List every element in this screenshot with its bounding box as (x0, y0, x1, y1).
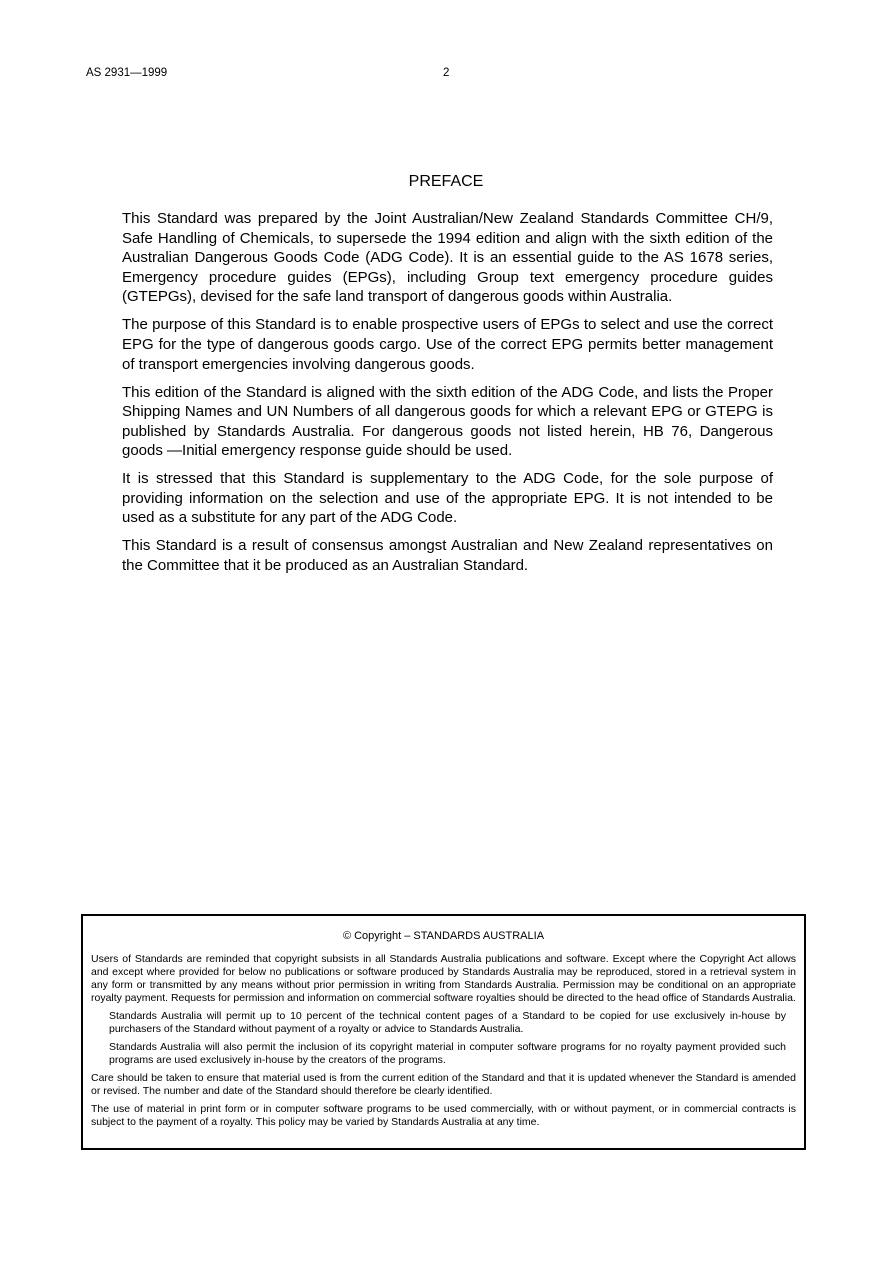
preface-paragraph-4: It is stressed that this Standard is supplementary to the ADG Code, for the sole purpose of providing information on the selection and use of the appropriate EPG. It is not intended to be used as a substitute for any part of the ADG Code. (122, 470, 773, 527)
copyright-paragraph-4: Care should be taken to ensure that material used is from the current edition of the Standard and that it is updated whenever the Standard is amended or revised. The number and date of the Standard should therefore be clearly identified. (91, 1072, 796, 1097)
preface-title: PREFACE (408, 173, 484, 190)
preface-paragraph-2: The purpose of this Standard is to enable prospective users of EPGs to select and use the correct EPG for the type of dangerous goods cargo. Use of the correct EPG permits better management of transport emergencies involving dangerous goods. (122, 316, 773, 373)
preface-paragraph-3: This edition of the Standard is aligned with the sixth edition of the ADG Code, and lists the Proper Shipping Names and UN Numbers of all dangerous goods for which a relevant EPG or GTEPG is published by Standards Australia. For dangerous goods not listed herein, HB 76, Dangerous goods —Initial emergency response guide should be used. (122, 383, 773, 460)
copyright-title: © Copyright – STANDARDS AUSTRALIA (342, 930, 545, 942)
copyright-paragraph-5: The use of material in print form or in computer software programs to be used commercially, with or without payment, or in commercial contracts is subject to the payment of a royalty. This policy may be varied by Standards Australia at any time. (91, 1103, 796, 1128)
preface-body (122, 209, 773, 584)
copyright-paragraph-2: Standards Australia will permit up to 10 percent of the technical content pages of a Standard to be copied for use exclusively in-house by purchasers of the Standard without payment of a royalty or advice to Standards Australia. (109, 1010, 786, 1035)
page-header (86, 67, 806, 83)
preface-paragraph-1: This Standard was prepared by the Joint Australian/New Zealand Standards Committee CH/9, Safe Handling of Chemicals, to supersede the 1994 edition and align with the sixth edition of the Australian Dangerous Goods Code (ADG Code). It is an essential guide to the AS 1678 series, Emergency procedure guides (EPGs), including Group text emergency procedure guides (GTEPGs), devised for the safe land transport of dangerous goods within Australia. (122, 210, 773, 306)
standard-number: AS 2931—1999 (86, 67, 168, 79)
preface-paragraph-5: This Standard is a result of consensus amongst Australian and New Zealand representatives on the Committee that it be produced as an Australian Standard. (122, 537, 773, 575)
page-number: 2 (443, 67, 450, 79)
copyright-notice-box (81, 914, 806, 1150)
copyright-paragraph-3: Standards Australia will also permit the inclusion of its copyright material in computer software programs for no royalty payment provided such programs are used exclusively in-house by the creators of the programs. (109, 1041, 786, 1066)
copyright-paragraph-1: Users of Standards are reminded that copyright subsists in all Standards Australia publications and software. Except where the Copyright Act allows and except where provided for below no publications or software produced by Standards Australia may be reproduced, stored in a retrieval system in any form or transmitted by any means without prior permission in writing from Standards Australia. Permission may be conditional on an appropriate royalty payment. Requests for permission and information on commercial software royalties should be directed to the head office of Standards Australia. (91, 953, 796, 1004)
